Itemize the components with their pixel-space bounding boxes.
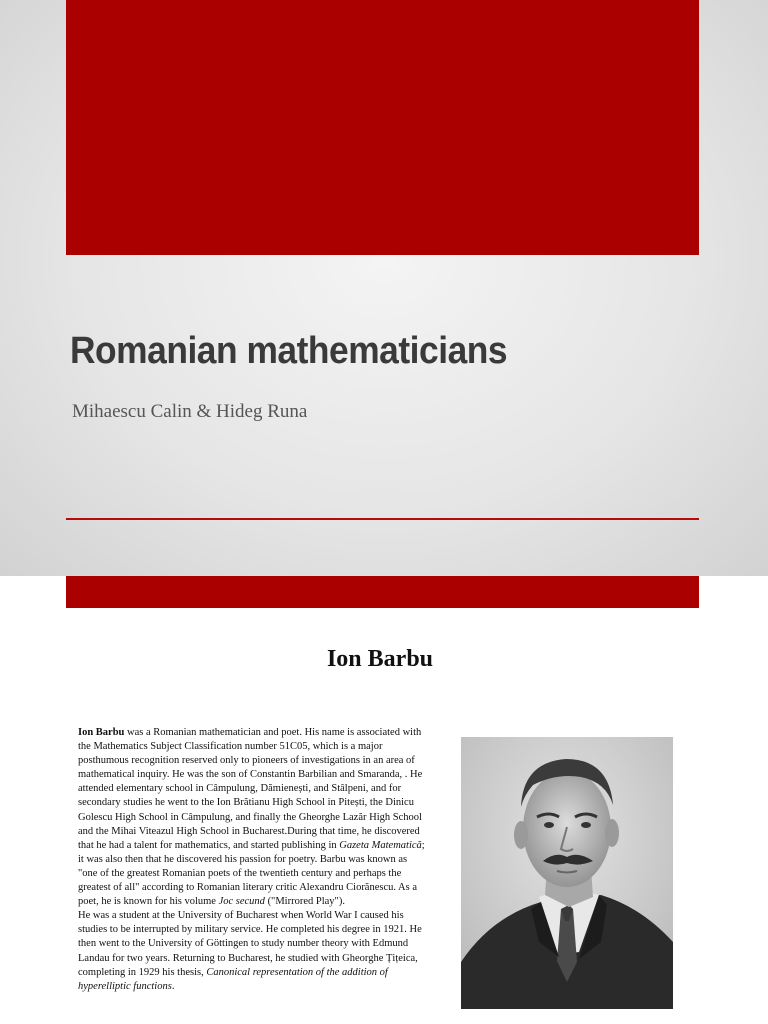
portrait-photo [461,737,673,1009]
bio-thesis-title: Canonical representation of the addition of hyperelliptic functions [78,966,388,992]
header-color-bar [66,576,699,608]
content-slide [0,576,768,1024]
biography-text [78,726,426,994]
portrait-image [461,737,673,1009]
bio-text-segment: ; it was also then that he discovered his passion for poetry. Barbu was known as "one of the greatest Romanian poets of the twentieth century and perhaps the greatest of all" according to Romanian literary critic Alexandru Ciorănescu. As a poet, he is known for his volume [78,839,425,908]
bio-text-segment: He was a student at the University of Bucharest when World War I caused his studies to be interrupted by military service. He completed his degree in 1921. He then went to the University of Göttingen to study number theory with Edmund Landau for two years. Returning to Bucharest, he studied with Gheorghe Țițeica, completing in 1929 his thesis, [78,910,422,978]
bio-text-segment: was a Romanian mathematician and poet. His name is associated with the Mathematics Subject Classification number 51C05, which is a major posthumous recognition reserved only to pioneers of investigations in an area of mathematical inquiry. He was the son of Constantin Barbilian and Smaranda, . He attended elementary school in Câmpulung, Dămienești, and Stâlpeni, and for secondary studies he went to the Ion Brătianu High School in Pitești, the Dinicu Golescu High School in Câmpulung, and finally the Gheorghe Lazăr High School and the Mihai Viteazul High School in Bucharest.During that time, he discovered that he had a talent for mathematics, and started publishing in [78,727,423,851]
bio-text-segment: ("Mirrored Play"). [264,896,345,908]
bio-name: Ion Barbu [78,727,125,738]
slide-heading: Ion Barbu [326,646,434,672]
presentation-authors: Mihaescu Calin & Hideg Runa [72,401,308,422]
divider-line [66,518,699,520]
presentation-title: Romanian mathematicians [70,330,508,372]
bio-paragraph-2 [78,909,426,994]
bio-paragraph-1 [78,726,426,909]
bio-journal-title: Gazeta Matematică [339,839,422,851]
bio-volume-title: Joc secund [218,896,265,908]
header-color-block [66,0,699,255]
bio-text-segment: . [171,980,175,992]
